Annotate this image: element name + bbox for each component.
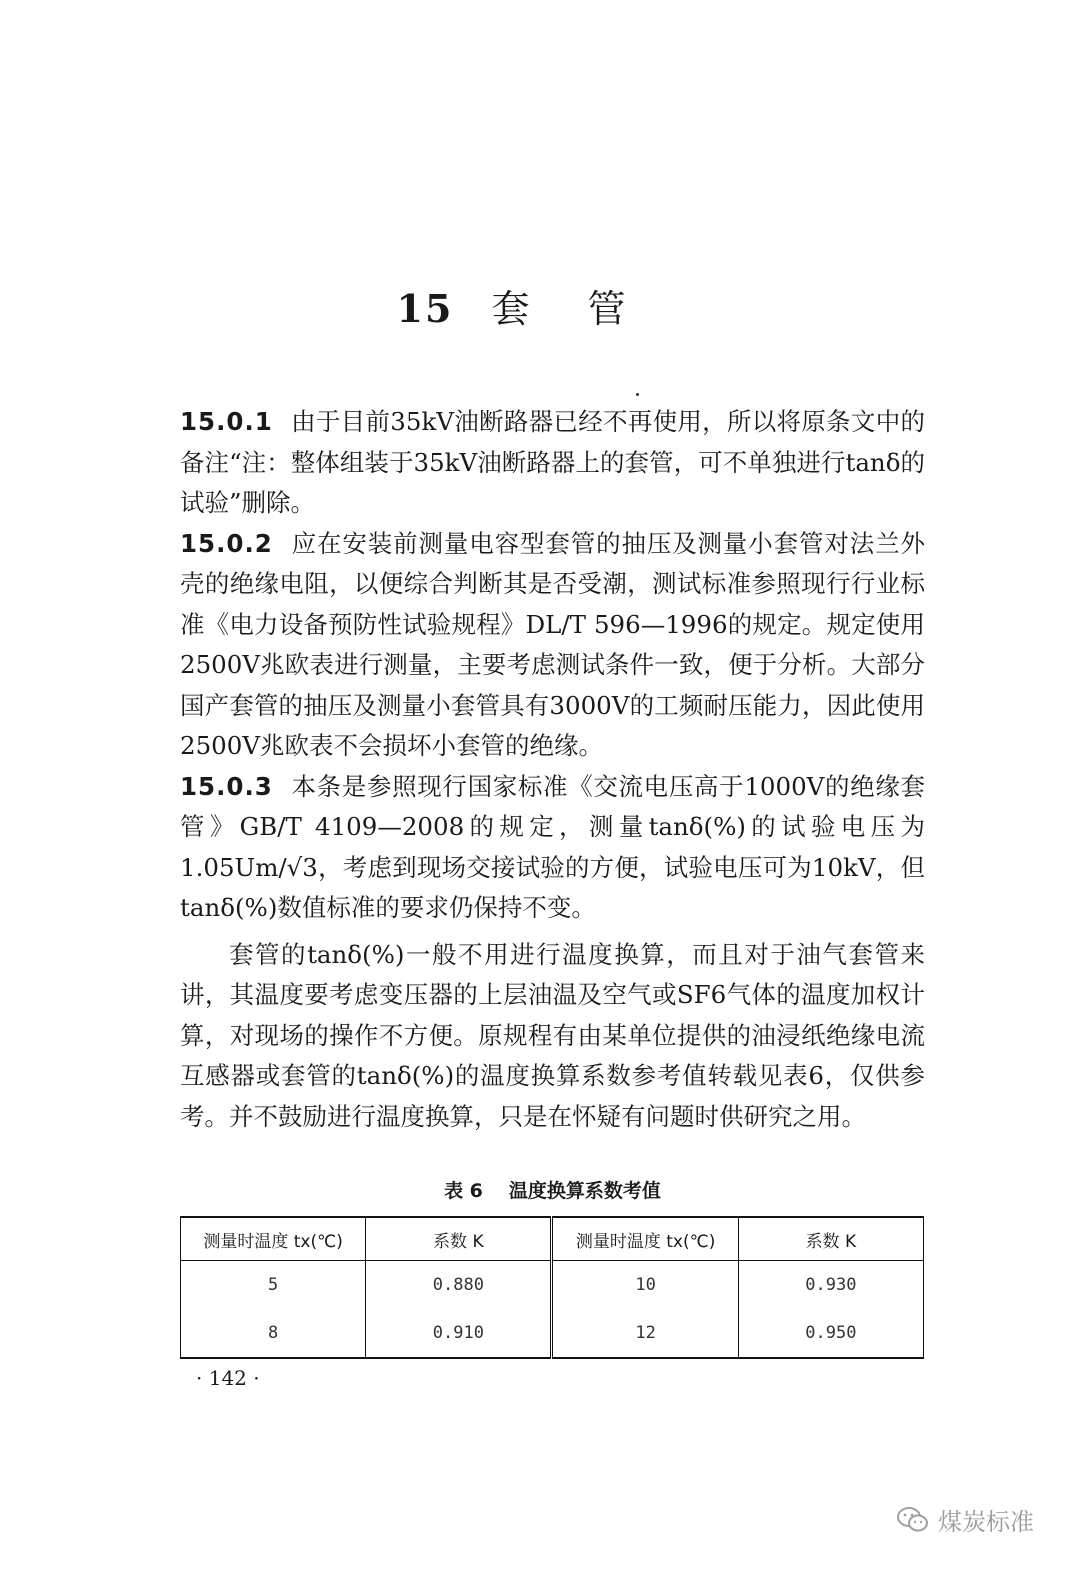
table-cell: 12 <box>552 1309 738 1358</box>
clause-number: 15.0.3 <box>180 771 273 801</box>
chapter-heading <box>0 278 1080 333</box>
table-caption-title: 温度换算系数考值 <box>508 1180 661 1202</box>
page-number: · 142 · <box>196 1366 260 1390</box>
body-text <box>180 402 925 1137</box>
table-caption <box>180 1176 925 1203</box>
header-temperature: 测量时温度 tx(℃) <box>181 1217 366 1261</box>
table-cell: 5 <box>181 1261 366 1310</box>
table-cell: 10 <box>552 1261 738 1310</box>
watermark <box>896 1502 1034 1537</box>
wechat-icon <box>896 1506 930 1534</box>
temperature-coefficient-table <box>180 1216 924 1359</box>
table-caption-number: 表 6 <box>444 1180 483 1202</box>
clause-15-0-2 <box>180 524 925 767</box>
table-cell: 0.910 <box>366 1309 552 1358</box>
table-cell: 0.880 <box>366 1261 552 1310</box>
explanation-paragraph: 套管的tanδ(%)一般不用进行温度换算，而且对于油气套管来讲，其温度要考虑变压器的上层油温及空气或SF6气体的温度加权计算，对现场的操作不方便。原规程有由某单位提供的油浸纸绝缘电流互感器或套管的tanδ(%)的温度换算系数参考值转载见表6，仅供参考。并不鼓励进行温度换算，只是在怀疑有问题时供研究之用。 <box>180 939 925 1131</box>
clause-text: 由于目前35kV油断路器已经不再使用，所以将原条文中的备注“注：整体组装于35kV油断路器上的套管，可不单独进行tanδ的试验”删除。 <box>180 407 925 517</box>
clause-15-0-3 <box>180 767 925 929</box>
header-coefficient: 系数 K <box>738 1217 923 1261</box>
chapter-number: 15 <box>396 286 454 331</box>
header-temperature: 测量时温度 tx(℃) <box>552 1217 738 1261</box>
table-cell: 0.950 <box>805 1323 857 1343</box>
table-row <box>181 1261 924 1310</box>
watermark-text: 煤炭标准 <box>938 1508 1034 1536</box>
table-header-row <box>181 1217 924 1261</box>
clause-text: 应在安装前测量电容型套管的抽压及测量小套管对法兰外壳的绝缘电阻，以便综合判断其是否受潮，测试标准参照现行行业标准《电力设备预防性试验规程》DL/T 596—1996的规定。规定使用2500V兆欧表进行测量，主要考虑测试条件一致，便于分析。大部分国产套管的抽压及测量小套管具有3000V的工频耐压能力，因此使用2500V兆欧表不会损坏小套管的绝缘。 <box>180 528 925 760</box>
table-row <box>181 1309 924 1358</box>
stray-dot <box>636 393 639 396</box>
table-cell: 8 <box>181 1309 366 1358</box>
table-cell: 0.930 <box>805 1275 857 1295</box>
clause-number: 15.0.2 <box>180 528 273 558</box>
header-coefficient: 系数 K <box>366 1217 552 1261</box>
clause-text: 本条是参照现行国家标准《交流电压高于1000V的绝缘套管》GB/T 4109—2008的规定，测量tanδ(%)的试验电压为1.05Um/√3，考虑到现场交接试验的方便，试验电压可为10kV，但tanδ(%)数值标准的要求仍保持不变。 <box>180 771 925 922</box>
clause-number: 15.0.1 <box>180 407 273 436</box>
chapter-title: 套管 <box>491 287 684 331</box>
clause-15-0-1 <box>180 402 925 524</box>
